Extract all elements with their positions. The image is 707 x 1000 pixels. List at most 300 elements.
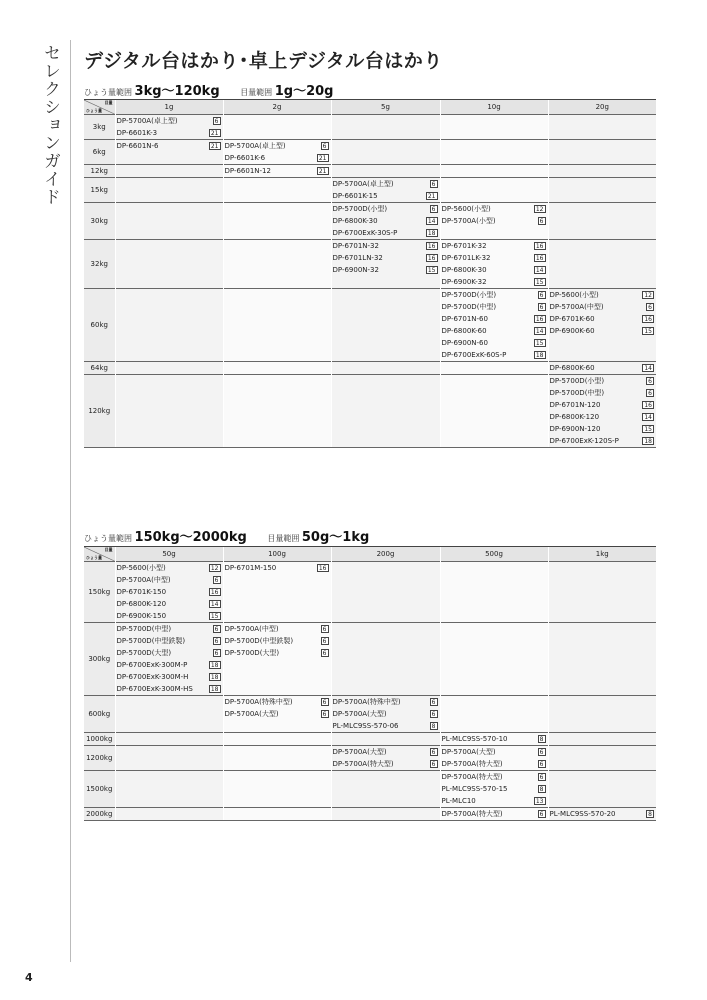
- page-ref-badge[interactable]: 13: [535, 798, 544, 805]
- page-number: 4: [25, 971, 33, 984]
- table-cell: [331, 165, 440, 178]
- table-cell: [548, 623, 656, 696]
- column-header: 200g: [331, 547, 440, 562]
- division-range-value: 1g〜20g: [274, 84, 334, 99]
- model-name: DP-5700A(中型): [116, 576, 171, 584]
- model-entry: [441, 264, 548, 276]
- model-name: DP-6701N-120: [549, 401, 601, 409]
- table-cell: [331, 623, 440, 696]
- model-name: DP-5700D(中型鉄製): [224, 637, 294, 645]
- model-name: DP-6800K-120: [549, 413, 600, 421]
- page-ref-badge[interactable]: 12: [210, 565, 219, 572]
- page-ref-badge[interactable]: 6: [431, 699, 436, 706]
- table-cell: [440, 808, 548, 821]
- model-entry: [441, 240, 548, 252]
- model-entry: [332, 758, 440, 770]
- model-name: DP-5700D(小型): [332, 205, 388, 213]
- page-ref-badge[interactable]: 6: [539, 811, 544, 818]
- model-entry: [224, 562, 331, 574]
- model-name: DP-5700A(大型): [332, 710, 387, 718]
- table-cell: [440, 165, 548, 178]
- table-cell: [223, 375, 331, 448]
- model-entry: [224, 165, 331, 177]
- table-row: [84, 696, 656, 733]
- page-ref-badge[interactable]: 6: [648, 304, 652, 311]
- page-ref-badge[interactable]: 14: [535, 328, 544, 335]
- model-entry: [441, 349, 548, 361]
- model-name: DP-6700ExK-30S-P: [332, 229, 398, 237]
- model-name: DP-5700D(大型): [116, 649, 172, 657]
- table-cell: [223, 165, 331, 178]
- page-ref-badge[interactable]: 6: [539, 749, 544, 756]
- model-name: DP-6601N-12: [224, 167, 271, 175]
- range-header-1: [84, 80, 351, 99]
- model-entry: [332, 696, 440, 708]
- model-name: DP-5700D(中型): [441, 303, 497, 311]
- page-ref-badge[interactable]: 6: [214, 650, 219, 657]
- model-name: DP-5700A(大型): [441, 748, 496, 756]
- model-entry: [116, 115, 223, 127]
- page-ref-badge[interactable]: 8: [648, 811, 652, 818]
- page-ref-badge[interactable]: 14: [427, 218, 436, 225]
- table-cell: [440, 696, 548, 733]
- model-entry: [549, 399, 657, 411]
- page-ref-badge[interactable]: 21: [318, 155, 327, 162]
- page-ref-badge[interactable]: 6: [648, 390, 652, 397]
- table-cell: [115, 165, 223, 178]
- page-ref-badge[interactable]: 6: [322, 650, 327, 657]
- model-entry: [332, 227, 440, 239]
- page-ref-badge[interactable]: 6: [322, 638, 327, 645]
- model-entry: [224, 635, 331, 647]
- capacity-row-header: 32kg: [84, 240, 115, 289]
- model-entry: [441, 215, 548, 227]
- model-entry: [332, 264, 440, 276]
- capacity-row-header: 600kg: [84, 696, 115, 733]
- model-name: DP-6601K-6: [224, 154, 266, 162]
- page-title: デジタル台はかり･卓上デジタル台はかり: [84, 50, 443, 72]
- table-cell: [440, 240, 548, 289]
- model-entry: [441, 758, 548, 770]
- page-ref-badge[interactable]: 21: [210, 130, 219, 137]
- capacity-row-header: 3kg: [84, 115, 115, 140]
- model-entry: [332, 178, 440, 190]
- table-cell: [331, 362, 440, 375]
- table-cell: [223, 746, 331, 771]
- model-entry: [332, 720, 440, 732]
- page-ref-badge[interactable]: 6: [322, 711, 327, 718]
- table-cell: [548, 240, 656, 289]
- model-name: DP-6601N-6: [116, 142, 159, 150]
- model-entry: [549, 808, 657, 820]
- page-ref-badge[interactable]: 6: [431, 206, 436, 213]
- table-row: [84, 203, 656, 240]
- table-cell: [223, 362, 331, 375]
- table-cell: [115, 289, 223, 362]
- model-name: DP-6700ExK-120S-P: [549, 437, 619, 445]
- model-entry: [116, 635, 223, 647]
- page-ref-badge[interactable]: 14: [644, 365, 652, 372]
- table-cell: [115, 140, 223, 165]
- table-cell: [548, 746, 656, 771]
- page-ref-badge[interactable]: 21: [318, 168, 327, 175]
- model-entry: [441, 771, 548, 783]
- model-entry: [224, 708, 331, 720]
- model-name: DP-6900K-60: [549, 327, 595, 335]
- model-entry: [332, 203, 440, 215]
- model-entry: [224, 647, 331, 659]
- model-name: DP-6900K-150: [116, 612, 167, 620]
- model-name: DP-5700D(小型): [441, 291, 497, 299]
- model-entry: [116, 671, 223, 683]
- table-cell: [115, 240, 223, 289]
- table-cell: [115, 808, 223, 821]
- model-name: DP-6700ExK-300M-P: [116, 661, 188, 669]
- page-ref-badge[interactable]: 6: [214, 118, 219, 125]
- model-name: DP-5700A(中型): [224, 625, 279, 633]
- table-corner-header: [84, 547, 115, 562]
- table-cell: [548, 771, 656, 808]
- table-cell: [115, 362, 223, 375]
- page-ref-badge[interactable]: 12: [644, 292, 652, 299]
- model-name: PL-MLC9SS-570-10: [441, 735, 508, 743]
- model-name: DP-6701N-32: [332, 242, 379, 250]
- table-cell: [115, 771, 223, 808]
- model-name: DP-6601K-15: [332, 192, 378, 200]
- model-name: DP-6701K-60: [549, 315, 595, 323]
- model-entry: [116, 574, 223, 586]
- model-name: DP-5700A(大型): [332, 748, 387, 756]
- page-ref-badge[interactable]: 18: [210, 662, 219, 669]
- page-ref-badge[interactable]: 21: [427, 193, 436, 200]
- table-cell: [548, 696, 656, 733]
- division-range-label: 目量範囲: [240, 88, 273, 97]
- table-row: [84, 165, 656, 178]
- table-cell: [548, 362, 656, 375]
- model-entry: [116, 598, 223, 610]
- division-range-label: 目量範囲: [267, 534, 300, 543]
- table-cell: [115, 203, 223, 240]
- model-name: DP-5700D(小型): [549, 377, 605, 385]
- table-cell: [331, 746, 440, 771]
- page-ref-badge[interactable]: 6: [539, 304, 544, 311]
- capacity-row-header: 6kg: [84, 140, 115, 165]
- table-cell: [223, 808, 331, 821]
- model-entry: [224, 140, 331, 152]
- model-entry: [441, 289, 548, 301]
- model-name: DP-5700A(特大型): [441, 810, 503, 818]
- model-name: DP-6900N-32: [332, 266, 379, 274]
- model-name: DP-6800K-30: [332, 217, 378, 225]
- page-ref-badge[interactable]: 16: [318, 565, 327, 572]
- model-entry: [549, 423, 657, 435]
- capacity-row-header: 15kg: [84, 178, 115, 203]
- page-ref-badge[interactable]: 16: [644, 316, 652, 323]
- model-name: DP-5700A(卓上型): [332, 180, 394, 188]
- model-name: DP-5700A(卓上型): [116, 117, 178, 125]
- capacity-row-header: 60kg: [84, 289, 115, 362]
- model-name: DP-5600(小型): [549, 291, 599, 299]
- page-ref-badge[interactable]: 18: [427, 230, 436, 237]
- page-ref-badge[interactable]: 6: [431, 761, 436, 768]
- table-cell: [331, 771, 440, 808]
- corner-division-label: 目量: [104, 547, 113, 552]
- page-ref-badge[interactable]: 8: [539, 736, 544, 743]
- page-ref-badge[interactable]: 15: [644, 328, 652, 335]
- table-cell: [440, 203, 548, 240]
- model-name: DP-5700D(大型): [224, 649, 280, 657]
- table-cell: [223, 203, 331, 240]
- column-header: 1g: [115, 100, 223, 115]
- table-corner-header: [84, 100, 115, 115]
- side-section-label: セレクションガイド: [40, 44, 60, 206]
- model-entry: [332, 240, 440, 252]
- table-cell: [548, 375, 656, 448]
- model-name: PL-MLC9SS-570-20: [549, 810, 616, 818]
- table-cell: [115, 115, 223, 140]
- corner-capacity-label: ひょう量: [86, 108, 102, 113]
- column-header: 1kg: [548, 547, 656, 562]
- page-ref-badge[interactable]: 15: [210, 613, 219, 620]
- page-ref-badge[interactable]: 6: [431, 181, 436, 188]
- table-row: [84, 289, 656, 362]
- table-cell: [115, 375, 223, 448]
- page-ref-badge[interactable]: 6: [322, 143, 327, 150]
- side-divider: [70, 40, 71, 962]
- model-name: DP-5700D(中型): [116, 625, 172, 633]
- model-entry: [116, 647, 223, 659]
- table-cell: [548, 808, 656, 821]
- model-entry: [116, 623, 223, 635]
- model-name: DP-5700A(特殊中型): [224, 698, 293, 706]
- page-ref-badge[interactable]: 16: [644, 402, 652, 409]
- column-header: 50g: [115, 547, 223, 562]
- page-ref-badge[interactable]: 18: [644, 438, 652, 445]
- model-entry: [441, 325, 548, 337]
- capacity-row-header: 2000kg: [84, 808, 115, 821]
- model-entry: [441, 313, 548, 325]
- model-entry: [549, 325, 657, 337]
- model-name: DP-6701M-150: [224, 564, 277, 572]
- page-ref-badge[interactable]: 12: [535, 206, 544, 213]
- selection-table-1: [84, 99, 656, 448]
- table-cell: [548, 140, 656, 165]
- selection-table-2: [84, 546, 656, 821]
- page-ref-badge[interactable]: 6: [431, 711, 436, 718]
- page-ref-badge[interactable]: 16: [210, 589, 219, 596]
- model-name: DP-5700D(中型): [549, 389, 605, 397]
- model-name: DP-5600(小型): [116, 564, 166, 572]
- page-ref-badge[interactable]: 16: [535, 316, 544, 323]
- model-name: DP-6900K-32: [441, 278, 487, 286]
- column-header: 5g: [331, 100, 440, 115]
- model-entry: [441, 276, 548, 288]
- table-cell: [440, 375, 548, 448]
- page-ref-badge[interactable]: 16: [535, 255, 544, 262]
- table-row: [84, 362, 656, 375]
- model-entry: [549, 375, 657, 387]
- model-entry: [549, 289, 657, 301]
- page-ref-badge[interactable]: 15: [427, 267, 436, 274]
- model-entry: [224, 623, 331, 635]
- corner-division-label: 目量: [104, 100, 113, 105]
- table-cell: [331, 203, 440, 240]
- column-header: 10g: [440, 100, 548, 115]
- table-cell: [223, 733, 331, 746]
- capacity-range-label: ひょう量範囲: [84, 88, 132, 97]
- model-name: DP-6800K-60: [549, 364, 595, 372]
- model-entry: [441, 733, 548, 745]
- table-cell: [115, 733, 223, 746]
- page-ref-badge[interactable]: 18: [535, 352, 544, 359]
- model-entry: [116, 586, 223, 598]
- table-row: [84, 178, 656, 203]
- model-name: DP-6800K-60: [441, 327, 487, 335]
- page-ref-badge[interactable]: 6: [539, 218, 544, 225]
- capacity-range-value: 150kg〜2000kg: [134, 530, 247, 545]
- table-cell: [331, 375, 440, 448]
- table-cell: [548, 289, 656, 362]
- model-name: PL-MLC9SS-570-15: [441, 785, 508, 793]
- page-ref-badge[interactable]: 6: [322, 699, 327, 706]
- page-ref-badge[interactable]: 18: [210, 674, 219, 681]
- page-ref-badge[interactable]: 8: [539, 786, 544, 793]
- table-cell: [223, 562, 331, 623]
- model-name: DP-5600(小型): [441, 205, 491, 213]
- table-cell: [440, 733, 548, 746]
- model-entry: [116, 562, 223, 574]
- page-ref-badge[interactable]: 6: [431, 749, 436, 756]
- model-name: DP-6900N-120: [549, 425, 601, 433]
- table-cell: [440, 140, 548, 165]
- division-range-value: 50g〜1kg: [301, 530, 370, 545]
- table-row: [84, 115, 656, 140]
- page-ref-badge[interactable]: 6: [214, 577, 219, 584]
- table-cell: [440, 562, 548, 623]
- capacity-row-header: 120kg: [84, 375, 115, 448]
- table-cell: [440, 289, 548, 362]
- table-cell: [331, 562, 440, 623]
- table-row: [84, 771, 656, 808]
- table-row: [84, 623, 656, 696]
- page-ref-badge[interactable]: 15: [535, 340, 544, 347]
- column-header: 20g: [548, 100, 656, 115]
- table-cell: [440, 623, 548, 696]
- model-entry: [549, 435, 657, 447]
- table-row: [84, 240, 656, 289]
- page-ref-badge[interactable]: 8: [431, 723, 436, 730]
- model-name: DP-6701N-60: [441, 315, 488, 323]
- model-entry: [549, 411, 657, 423]
- model-name: DP-5700A(中型): [549, 303, 604, 311]
- model-entry: [116, 610, 223, 622]
- table-cell: [223, 115, 331, 140]
- model-name: DP-6700ExK-60S-P: [441, 351, 507, 359]
- capacity-row-header: 1000kg: [84, 733, 115, 746]
- page-ref-badge[interactable]: 6: [322, 626, 327, 633]
- model-name: DP-5700A(卓上型): [224, 142, 286, 150]
- table-cell: [115, 562, 223, 623]
- capacity-row-header: 300kg: [84, 623, 115, 696]
- page-ref-badge[interactable]: 14: [644, 414, 652, 421]
- table-row: [84, 375, 656, 448]
- model-entry: [441, 252, 548, 264]
- page-ref-badge[interactable]: 14: [210, 601, 219, 608]
- page-ref-badge[interactable]: 15: [535, 279, 544, 286]
- capacity-row-header: 150kg: [84, 562, 115, 623]
- model-name: DP-5700A(特殊中型): [332, 698, 401, 706]
- model-entry: [441, 746, 548, 758]
- page-ref-badge[interactable]: 18: [210, 686, 219, 693]
- page-ref-badge[interactable]: 6: [214, 626, 219, 633]
- model-entry: [441, 337, 548, 349]
- table-row: [84, 746, 656, 771]
- table-cell: [331, 808, 440, 821]
- table-cell: [440, 771, 548, 808]
- model-entry: [332, 708, 440, 720]
- model-entry: [116, 140, 223, 152]
- page-ref-badge[interactable]: 16: [427, 243, 436, 250]
- column-header: 2g: [223, 100, 331, 115]
- model-entry: [116, 659, 223, 671]
- table-cell: [223, 771, 331, 808]
- model-name: DP-6701LN-32: [332, 254, 383, 262]
- page-ref-badge[interactable]: 6: [539, 292, 544, 299]
- page-ref-badge[interactable]: 16: [535, 243, 544, 250]
- model-entry: [116, 127, 223, 139]
- corner-capacity-label: ひょう量: [86, 555, 102, 560]
- model-entry: [441, 203, 548, 215]
- capacity-row-header: 1500kg: [84, 771, 115, 808]
- page-ref-badge[interactable]: 6: [214, 638, 219, 645]
- model-name: PL-MLC9SS-570-06: [332, 722, 399, 730]
- table-row: [84, 733, 656, 746]
- capacity-range-label: ひょう量範囲: [84, 534, 132, 543]
- table-cell: [331, 115, 440, 140]
- table-cell: [223, 623, 331, 696]
- page-ref-badge[interactable]: 6: [648, 378, 652, 385]
- table-cell: [548, 178, 656, 203]
- model-name: PL-MLC10: [441, 797, 476, 805]
- page-ref-badge[interactable]: 6: [539, 774, 544, 781]
- table-cell: [440, 178, 548, 203]
- table-cell: [548, 203, 656, 240]
- model-entry: [549, 301, 657, 313]
- page-ref-badge[interactable]: 16: [427, 255, 436, 262]
- table-row: [84, 808, 656, 821]
- table-cell: [548, 115, 656, 140]
- table-cell: [115, 623, 223, 696]
- page-ref-badge[interactable]: 21: [210, 143, 219, 150]
- model-entry: [441, 795, 548, 807]
- capacity-range-value: 3kg〜120kg: [134, 84, 220, 99]
- range-header-2: [84, 526, 387, 545]
- page-ref-badge[interactable]: 6: [539, 761, 544, 768]
- model-entry: [549, 313, 657, 325]
- table-cell: [331, 733, 440, 746]
- model-name: DP-6700ExK-300M-HS: [116, 685, 193, 693]
- model-entry: [441, 301, 548, 313]
- model-entry: [549, 362, 657, 374]
- model-entry: [332, 190, 440, 202]
- page-ref-badge[interactable]: 15: [644, 426, 652, 433]
- capacity-row-header: 30kg: [84, 203, 115, 240]
- model-entry: [224, 696, 331, 708]
- model-name: DP-5700A(小型): [441, 217, 496, 225]
- page-ref-badge[interactable]: 14: [535, 267, 544, 274]
- model-name: DP-6701K-32: [441, 242, 487, 250]
- table-row: [84, 562, 656, 623]
